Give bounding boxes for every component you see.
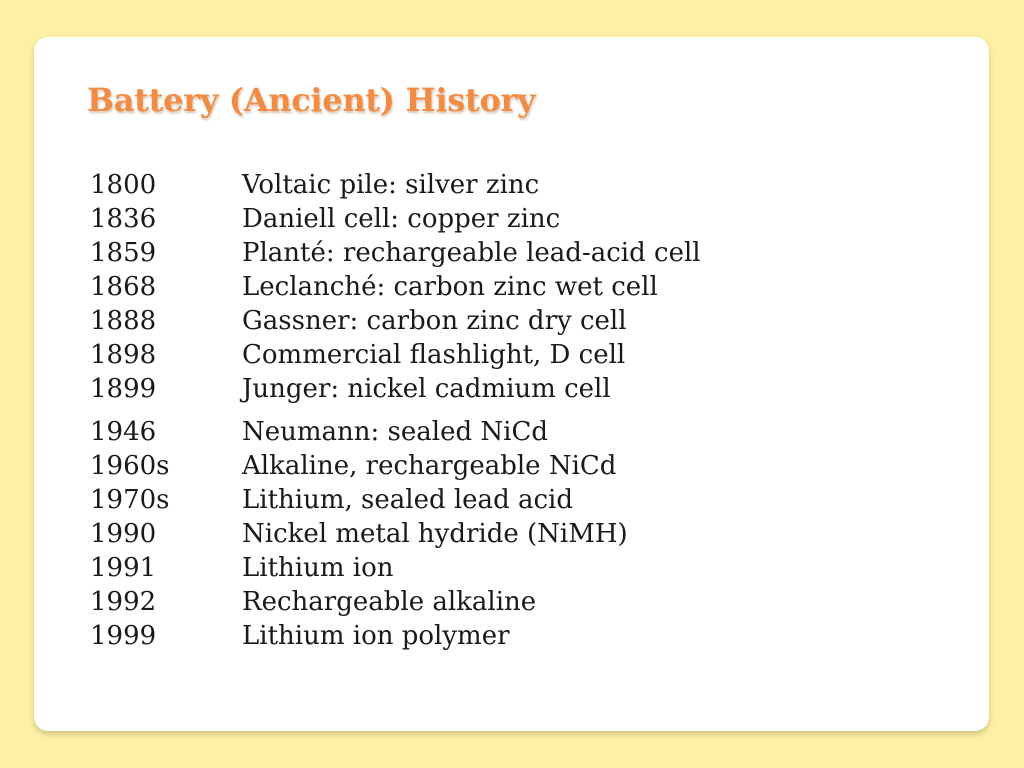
timeline-event: Voltaic pile: silver zinc [242, 170, 540, 200]
timeline-year: 1836 [90, 204, 157, 234]
timeline-event: Neumann: sealed NiCd [242, 417, 548, 447]
timeline-year: 1859 [90, 238, 157, 268]
timeline-row [90, 619, 701, 653]
timeline-year: 1868 [90, 272, 157, 302]
timeline-row [90, 338, 701, 372]
timeline-event: Junger: nickel cadmium cell [242, 374, 611, 404]
timeline-row [90, 270, 701, 304]
timeline-event: Leclanché: carbon zinc wet cell [242, 272, 658, 302]
slide-card [34, 37, 989, 731]
timeline-event: Gassner: carbon zinc dry cell [242, 306, 627, 336]
timeline-year: 1800 [90, 170, 157, 200]
timeline-event: Commercial flashlight, D cell [242, 340, 626, 370]
timeline-row [90, 415, 701, 449]
timeline-year: 1960s [90, 451, 170, 481]
timeline-event: Lithium ion polymer [242, 621, 510, 651]
timeline-event: Alkaline, rechargeable NiCd [242, 451, 617, 481]
timeline-year: 1899 [90, 374, 157, 404]
timeline-row [90, 449, 701, 483]
timeline-year: 1946 [90, 417, 157, 447]
timeline-event: Lithium ion [242, 553, 394, 583]
timeline-row [90, 585, 701, 619]
timeline-event: Daniell cell: copper zinc [242, 204, 561, 234]
timeline-event: Rechargeable alkaline [242, 587, 537, 617]
timeline-row [90, 483, 701, 517]
timeline-year: 1970s [90, 485, 170, 515]
timeline-event: Nickel metal hydride (NiMH) [242, 519, 628, 549]
timeline-row [90, 551, 701, 585]
timeline-row [90, 304, 701, 338]
timeline-year: 1999 [90, 621, 157, 651]
timeline-row [90, 517, 701, 551]
timeline-event: Planté: rechargeable lead-acid cell [242, 238, 701, 268]
timeline-year: 1990 [90, 519, 157, 549]
timeline-row [90, 202, 701, 236]
timeline-row [90, 372, 701, 406]
timeline-event: Lithium, sealed lead acid [242, 485, 573, 515]
timeline-row [90, 236, 701, 270]
slide-title: Battery (Ancient) History [87, 81, 536, 119]
timeline-year: 1992 [90, 587, 157, 617]
timeline-list [90, 168, 701, 653]
timeline-year: 1888 [90, 306, 157, 336]
timeline-row [90, 168, 701, 202]
timeline-year: 1898 [90, 340, 157, 370]
timeline-year: 1991 [90, 553, 157, 583]
